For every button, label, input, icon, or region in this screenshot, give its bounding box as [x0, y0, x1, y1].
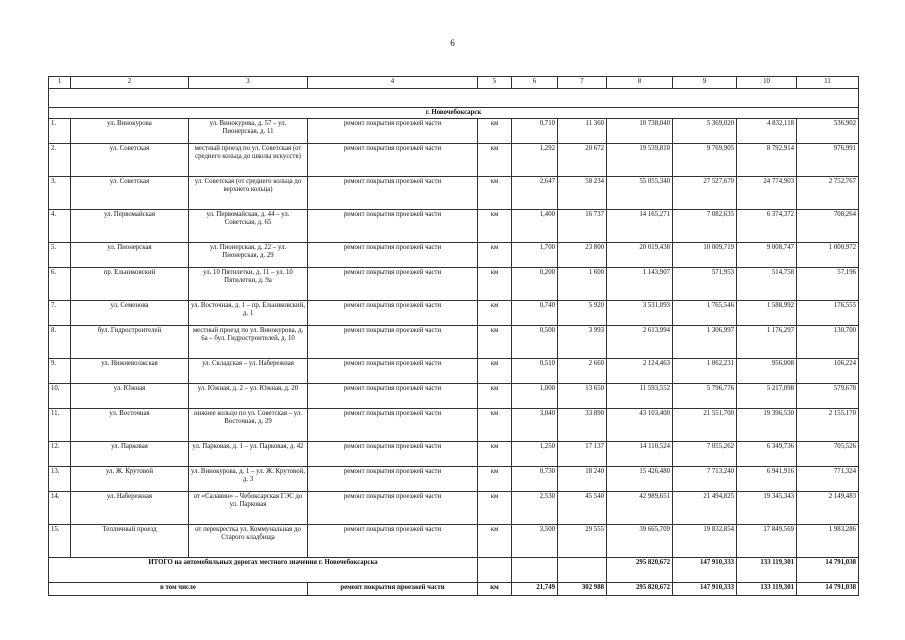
republic-funds: 17 849,569 — [737, 525, 797, 558]
road-section: ул. Парковая, д. 1 – ул. Парковая, д. 42 — [189, 442, 308, 467]
row-number: 15. — [49, 525, 71, 558]
area: 5 920 — [558, 301, 607, 326]
work-type: ремонт покрытия проезжей части — [308, 268, 478, 301]
length: 0,200 — [512, 268, 558, 301]
municipal-funds: 57,196 — [797, 268, 859, 301]
including-label: в том числе — [49, 583, 308, 596]
table-row — [49, 492, 859, 525]
federal-funds: 7 713,240 — [673, 467, 737, 492]
federal-funds: 9 769,905 — [673, 144, 737, 177]
federal-funds: 5 369,020 — [673, 119, 737, 144]
work-type: ремонт покрытия проезжей части — [308, 492, 478, 525]
road-section: от «Салавин» – Чебоксарская ГЭС до ул. Парковая — [189, 492, 308, 525]
street-name: ул. Семенова — [71, 301, 189, 326]
area: 3 993 — [558, 326, 607, 359]
row-number: 3. — [49, 177, 71, 210]
total-cost: 10 738,040 — [607, 119, 673, 144]
road-section: местный проезд по ул. Советская (от среднего кольца до школы искусств) — [189, 144, 308, 177]
municipal-funds: 106,224 — [797, 359, 859, 384]
column-number: 3 — [189, 77, 308, 89]
row-number: 6. — [49, 268, 71, 301]
municipal-funds: 130,700 — [797, 326, 859, 359]
republic-funds: 24 774,903 — [737, 177, 797, 210]
municipal-funds: 2 155,170 — [797, 409, 859, 442]
row-number: 11. — [49, 409, 71, 442]
street-name: ул. Советская — [71, 177, 189, 210]
row-number: 4. — [49, 210, 71, 243]
road-section: ул. Восточная, д. 1 – пр. Ельниковский, д. 1 — [189, 301, 308, 326]
area: 17 137 — [558, 442, 607, 467]
row-number: 2. — [49, 144, 71, 177]
table-row — [49, 326, 859, 359]
federal-funds: 1 306,997 — [673, 326, 737, 359]
table-row — [49, 301, 859, 326]
federal-funds: 21 551,700 — [673, 409, 737, 442]
federal-funds: 27 527,670 — [673, 177, 737, 210]
unit: км — [478, 492, 512, 525]
total-cost: 11 593,552 — [607, 384, 673, 409]
street-name: ул. Парковая — [71, 442, 189, 467]
work-type: ремонт покрытия проезжей части — [308, 442, 478, 467]
street-name: ул. Набережная — [71, 492, 189, 525]
municipal-funds: 579,678 — [797, 384, 859, 409]
row-number: 5. — [49, 243, 71, 268]
area: 33 890 — [558, 409, 607, 442]
work-type: ремонт покрытия проезжей части — [308, 144, 478, 177]
republic-funds: 6 374,372 — [737, 210, 797, 243]
work-type: ремонт покрытия проезжей части — [308, 467, 478, 492]
area: 58 234 — [558, 177, 607, 210]
street-name: ул. Советская — [71, 144, 189, 177]
work-type: ремонт покрытия проезжей части — [308, 326, 478, 359]
unit: км — [478, 467, 512, 492]
republic-funds: 1 176,297 — [737, 326, 797, 359]
area: 11 360 — [558, 119, 607, 144]
federal-funds: 5 796,776 — [673, 384, 737, 409]
work-type: ремонт покрытия проезжей части — [308, 384, 478, 409]
area: 20 672 — [558, 144, 607, 177]
unit: км — [478, 442, 512, 467]
municipal-funds: 771,324 — [797, 467, 859, 492]
municipal-funds: 708,264 — [797, 210, 859, 243]
area: 23 800 — [558, 243, 607, 268]
table-row — [49, 144, 859, 177]
total-cost: 3 531,093 — [607, 301, 673, 326]
municipal-funds: 176,555 — [797, 301, 859, 326]
road-section: ул. Советская (от среднего кольца до верхнего кольца) — [189, 177, 308, 210]
city-row — [49, 108, 859, 119]
length: 1,400 — [512, 210, 558, 243]
table-row — [49, 442, 859, 467]
municipal-funds: 536,902 — [797, 119, 859, 144]
length: 1,250 — [512, 442, 558, 467]
unit: км — [478, 301, 512, 326]
road-section: ул. Южная, д. 2 – ул. Южная, д. 20 — [189, 384, 308, 409]
table-row — [49, 243, 859, 268]
unit: км — [478, 268, 512, 301]
republic-funds: 514,758 — [737, 268, 797, 301]
federal-funds: 7 055,262 — [673, 442, 737, 467]
republic-funds: 1 588,992 — [737, 301, 797, 326]
total-cost: 55 055,340 — [607, 177, 673, 210]
street-name: бул. Гидростроителей — [71, 326, 189, 359]
total-cost: 20 019,438 — [607, 243, 673, 268]
length: 1,700 — [512, 243, 558, 268]
table-row — [49, 210, 859, 243]
street-name: пр. Ельниковский — [71, 268, 189, 301]
table-row — [49, 525, 859, 558]
work-type: ремонт покрытия проезжей части — [308, 409, 478, 442]
row-number: 7. — [49, 301, 71, 326]
table-row — [49, 268, 859, 301]
including-length: 21,749 — [512, 583, 558, 596]
area: 45 540 — [558, 492, 607, 525]
republic-funds: 19 345,343 — [737, 492, 797, 525]
unit: км — [478, 326, 512, 359]
column-number: 2 — [71, 77, 189, 89]
row-number: 12. — [49, 442, 71, 467]
unit: км — [478, 384, 512, 409]
republic-funds: 956,008 — [737, 359, 797, 384]
municipal-funds: 705,526 — [797, 442, 859, 467]
republic-funds: 19 396,530 — [737, 409, 797, 442]
federal-funds: 1 765,546 — [673, 301, 737, 326]
municipal-funds: 1 983,286 — [797, 525, 859, 558]
republic-funds: 4 832,118 — [737, 119, 797, 144]
area: 13 650 — [558, 384, 607, 409]
table-row — [49, 177, 859, 210]
total-cost: 14 110,524 — [607, 442, 673, 467]
municipal-funds: 1 000,972 — [797, 243, 859, 268]
street-name: ул. Ж. Крутовой — [71, 467, 189, 492]
area: 18 240 — [558, 467, 607, 492]
work-type: ремонт покрытия проезжей части — [308, 210, 478, 243]
area: 16 737 — [558, 210, 607, 243]
city-title: г. Новочебоксарск — [49, 108, 859, 119]
column-number: 1 — [49, 77, 71, 89]
road-section: ул. Пионерская, д. 22 – ул. Пионерская, д. 29 — [189, 243, 308, 268]
unit: км — [478, 409, 512, 442]
total-cost: 39 665,709 — [607, 525, 673, 558]
total-row — [49, 558, 859, 583]
including-republic: 133 119,301 — [737, 583, 797, 596]
work-type: ремонт покрытия проезжей части — [308, 525, 478, 558]
area: 1 600 — [558, 268, 607, 301]
total-cost: 15 426,480 — [607, 467, 673, 492]
total-cost: 2 124,463 — [607, 359, 673, 384]
unit: км — [478, 210, 512, 243]
total-empty — [478, 558, 512, 583]
including-sum: 295 820,672 — [607, 583, 673, 596]
road-section: ул. Складская – ул. Набережная — [189, 359, 308, 384]
total-label: ИТОГО на автомобильных дорогах местного значения г. Новочебоксарска — [49, 558, 478, 583]
road-section: ул. Первомайская, д. 44 – ул. Советская, д. 65 — [189, 210, 308, 243]
total-sum: 295 820,672 — [607, 558, 673, 583]
spacer-row — [49, 89, 859, 108]
including-row — [49, 583, 859, 596]
area: 29 555 — [558, 525, 607, 558]
length: 2,647 — [512, 177, 558, 210]
column-number: 8 — [607, 77, 673, 89]
work-type: ремонт покрытия проезжей части — [308, 119, 478, 144]
federal-funds: 19 832,854 — [673, 525, 737, 558]
street-name: ул. Винокурова — [71, 119, 189, 144]
street-name: Тепличный проезд — [71, 525, 189, 558]
unit: км — [478, 525, 512, 558]
unit: км — [478, 243, 512, 268]
republic-funds: 9 008,747 — [737, 243, 797, 268]
length: 2,530 — [512, 492, 558, 525]
total-municipal: 14 791,038 — [797, 558, 859, 583]
table-row — [49, 119, 859, 144]
street-name: ул. Южная — [71, 384, 189, 409]
row-number: 1. — [49, 119, 71, 144]
unit: км — [478, 144, 512, 177]
column-number: 9 — [673, 77, 737, 89]
row-number: 9. — [49, 359, 71, 384]
municipal-funds: 2 752,767 — [797, 177, 859, 210]
length: 3,500 — [512, 525, 558, 558]
federal-funds: 7 082,635 — [673, 210, 737, 243]
column-number-row — [49, 77, 859, 89]
length: 0,710 — [512, 119, 558, 144]
work-type: ремонт покрытия проезжей части — [308, 359, 478, 384]
federal-funds: 21 494,825 — [673, 492, 737, 525]
municipal-funds: 976,991 — [797, 144, 859, 177]
length: 1,000 — [512, 384, 558, 409]
including-unit: км — [478, 583, 512, 596]
street-name: ул. Пионерская — [71, 243, 189, 268]
spacer-cell — [49, 89, 859, 108]
roads-table — [48, 76, 859, 596]
republic-funds: 6 349,736 — [737, 442, 797, 467]
street-name: ул. Первомайская — [71, 210, 189, 243]
table-row — [49, 359, 859, 384]
table-row — [49, 409, 859, 442]
table-row — [49, 467, 859, 492]
road-section: нижнее кольцо по ул. Советская – ул. Восточная, д. 29 — [189, 409, 308, 442]
road-section: ул. Винокурова, д. 1 – ул. Ж. Крутовой, д. 3 — [189, 467, 308, 492]
length: 0,730 — [512, 467, 558, 492]
republic-funds: 5 217,098 — [737, 384, 797, 409]
total-cost: 43 103,400 — [607, 409, 673, 442]
republic-funds: 6 941,916 — [737, 467, 797, 492]
work-type: ремонт покрытия проезжей части — [308, 243, 478, 268]
column-number: 11 — [797, 77, 859, 89]
municipal-funds: 2 149,483 — [797, 492, 859, 525]
area: 2 660 — [558, 359, 607, 384]
length: 0,510 — [512, 359, 558, 384]
length: 3,040 — [512, 409, 558, 442]
federal-funds: 10 009,719 — [673, 243, 737, 268]
page-number: 6 — [450, 38, 455, 48]
total-empty — [512, 558, 558, 583]
street-name: ул. Нижневолжская — [71, 359, 189, 384]
total-empty — [558, 558, 607, 583]
total-federal: 147 910,333 — [673, 558, 737, 583]
table-row — [49, 384, 859, 409]
unit: км — [478, 119, 512, 144]
total-cost: 42 989,651 — [607, 492, 673, 525]
row-number: 14. — [49, 492, 71, 525]
including-federal: 147 910,333 — [673, 583, 737, 596]
street-name: ул. Восточная — [71, 409, 189, 442]
total-cost: 14 165,271 — [607, 210, 673, 243]
length: 0,740 — [512, 301, 558, 326]
column-number: 4 — [308, 77, 478, 89]
unit: км — [478, 359, 512, 384]
column-number: 5 — [478, 77, 512, 89]
total-republic: 133 119,301 — [737, 558, 797, 583]
column-number: 6 — [512, 77, 558, 89]
row-number: 10. — [49, 384, 71, 409]
work-type: ремонт покрытия проезжей части — [308, 177, 478, 210]
federal-funds: 571,953 — [673, 268, 737, 301]
including-municipal: 14 791,038 — [797, 583, 859, 596]
row-number: 8. — [49, 326, 71, 359]
column-number: 7 — [558, 77, 607, 89]
work-type: ремонт покрытия проезжей части — [308, 301, 478, 326]
republic-funds: 8 792,914 — [737, 144, 797, 177]
row-number: 13. — [49, 467, 71, 492]
road-section: ул. Винокурова, д. 57 – ул. Пионерская, д. 11 — [189, 119, 308, 144]
federal-funds: 1 062,231 — [673, 359, 737, 384]
length: 1,292 — [512, 144, 558, 177]
total-cost: 1 143,907 — [607, 268, 673, 301]
length: 0,500 — [512, 326, 558, 359]
road-section: от перекрестка ул. Коммунальная до Старого кладбища — [189, 525, 308, 558]
road-section: ул. 10 Пятилетки, д. 11 – ул. 10 Пятилетки, д. 9а — [189, 268, 308, 301]
total-cost: 2 613,994 — [607, 326, 673, 359]
road-section: местный проезд по ул. Винокурова, д. 6а – бул. Гидростроителей, д. 10 — [189, 326, 308, 359]
total-cost: 19 539,810 — [607, 144, 673, 177]
column-number: 10 — [737, 77, 797, 89]
unit: км — [478, 177, 512, 210]
including-work: ремонт покрытия проезжей части — [308, 583, 478, 596]
including-area: 302 988 — [558, 583, 607, 596]
